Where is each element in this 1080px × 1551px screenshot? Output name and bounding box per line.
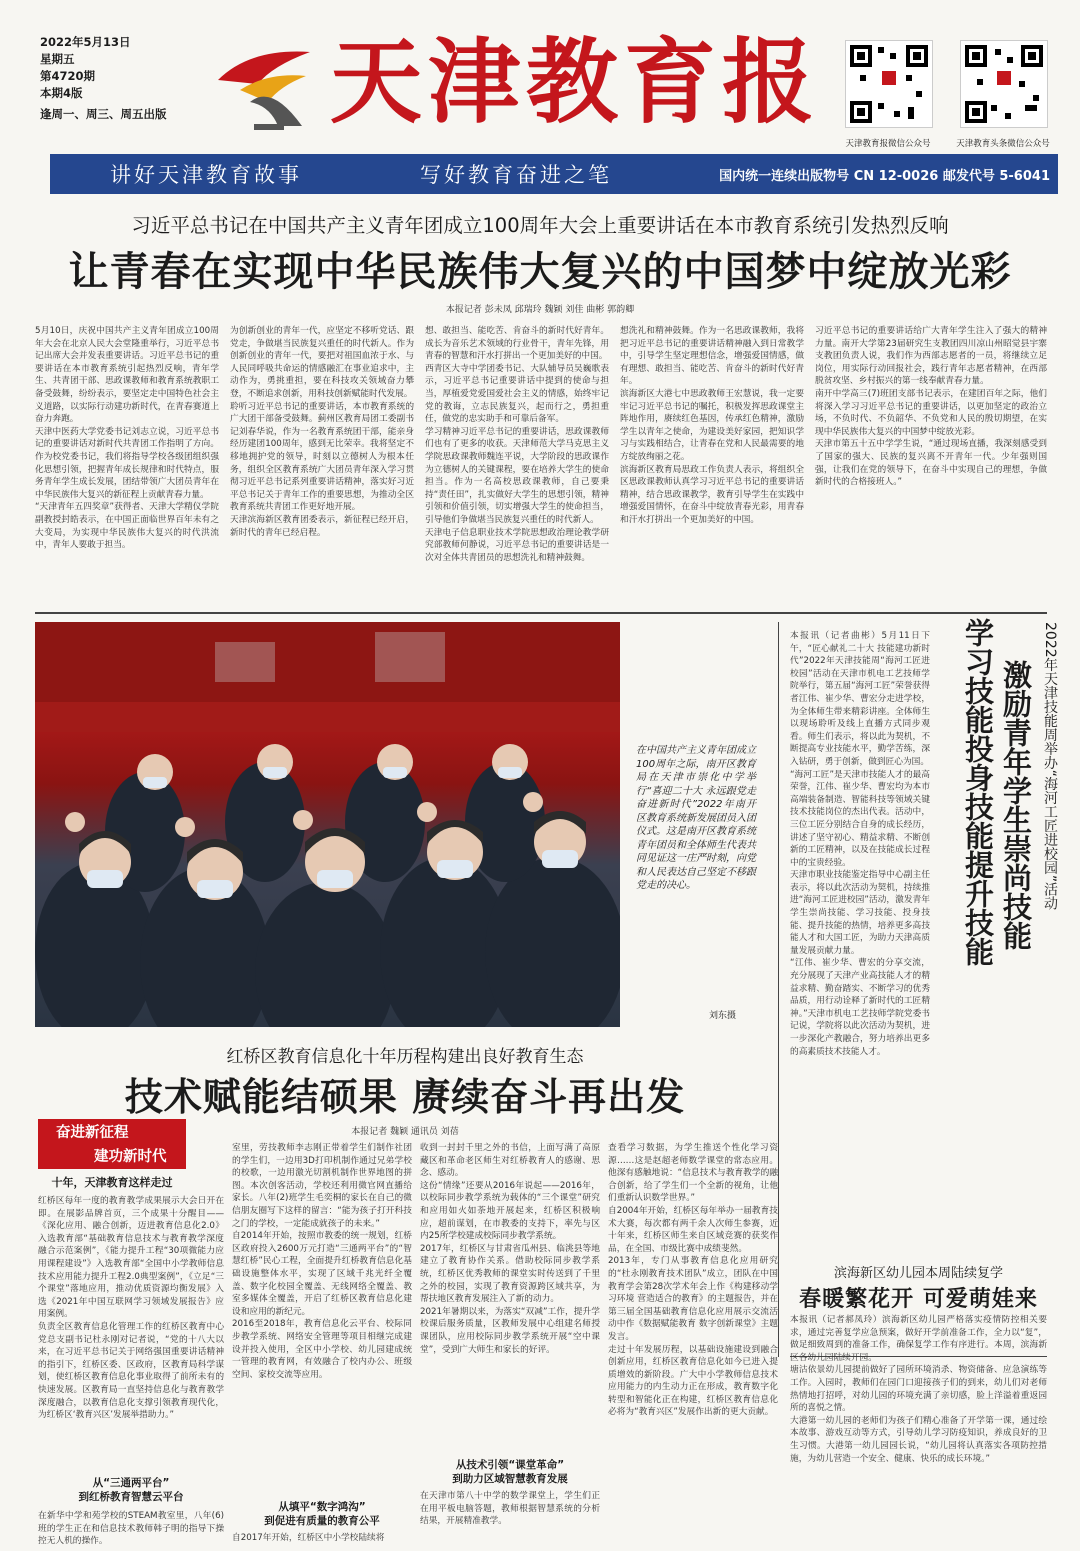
series-name: 十年，天津教育这样走过 [51,1176,173,1189]
second-subhead-2: 从填平“数字鸿沟” 到促进有质量的教育公平 [264,1501,380,1527]
slogan-bar [50,154,1058,194]
qr-caption: 天津教育头条微信公众号 [956,139,1050,149]
kindergarten-kicker: 滨海新区幼儿园本周陆续复学 [833,1266,1003,1281]
second-column-4: 查看学习数据，为学生推送个性化学习资源……这是赵超老师数学课堂的常态应用。他深有感触地说：“信息技术与教育教学的融合创新，给了学生们一个全新的视角，让他们重新认识数学世界。” 自2004年开始，红桥区每年举办一届教育技术大赛，每次都有两千余人次师生参赛，近十年来，红桥区师生来自区域竞赛的获奖作品，在全国、市级比赛中成绩斐然。 2013年，专门从事教育信息化应用研究的“杜永刚教育技术团队”成立，团队在中国教育学会第28次学术年会上作《构建移动学习环境 营造适合的教育》的主题报告，并在第三届全国基础教育信息化应用展示交流活动中作《数据赋能教育 数字创新课堂》主题发言。 走过十年发展历程，以基础设施建设到融合创新应用，红桥区教育信息化如今已进入提质增效的新阶段。广大中小学教师信息技术应用能力的内生动力正在形成，教育数字化转型和智能化正在构建，红桥区教育信息化必将为“教育兴区”发展作出新的更大贡献。 [608,1143,778,1418]
issn-number: 国内统一连续出版物号 CN 12-0026 邮发代号 5-6041 [719,169,1050,184]
section-divider [35,612,1047,614]
second-column-3: 收到一封封千里之外的书信，上面写满了高原藏区和革命老区师生对红桥教育人的感谢、思念、感动。 这份“情缘”还要从2016年说起——2016年，以校际同步教学系统为载体的“三个课堂”研究和应用如火如荼地开展起来，红桥区积极响应，超前谋划，在市教委的支持下，率先与区内25所学校建成校际同步教学系统。 2017年，红桥区与甘肃省瓜州县、临洮县等地建立了教育协作关系。借助校际同步教学系统，红桥区优秀教师的课堂实时传送到了千里之外的校园，实现了教育资源跨区域共享，为帮扶地区教育发展注入了新的动力。 2021年暑期以来，为落实“双减”工作，提升学校课后服务质量，区教师发展中心组建名师授课团队，应用校际同步教学系统开展“空中课堂”，受到广大师生和家长的好评。 [420,1143,600,1355]
series-tag-line-2: 建功新时代 [94,1149,167,1165]
lead-column-4: 想洗礼和精神鼓舞。作为一名思政课教师，我将把习近平总书记的重要讲话精神融入到日常教学中，引导学生坚定理想信念，增强爱国情感，做有理想、敢担当、能吃苦、肯奋斗的新时代好青年。 滨海新区大港七中思政教师王宏慧说，我一定要牢记习近平总书记的嘱托，积极发挥思政课堂主阵地作用，赓续红色基因，传承红色精神，激励学生以青年之使命，为建设美好家园，把知识学习与实践相结合，让青春在党和人民最需要的地方绽放绚丽之花。 滨海新区教育局思政工作负责人表示，将组织全区思政课教师认真学习习近平总书记的重要讲话精神，结合思政课教学，教育引导学生在实践中增强爱国情怀，在奋斗中绽放青春光彩，用青春和汗水打拼出一个更加美好的中国。 [620,326,804,525]
series-tag [38,1119,186,1169]
skills-story-headline-1: 激励青年学生崇尚技能 [999,660,1033,950]
skills-story-kicker: 2022年天津技能周举办“海河工匠进校园”活动 [1042,622,1058,911]
issue-date: 2022年5月13日 [40,35,131,49]
lead-column-3: 想、敢担当、能吃苦、肯奋斗的新时代好青年。成长为音乐艺术领域的行业骨干，青年先锋，用青春的智慧和汗水打拼出一个更加美好的中国。 西青区大寺中学团委书记、大队辅导员吴巍歌表示，习近平总书记重要讲话中提到的使命与担当，厚植爱党爱国爱社会主义的情感，始终牢记党的教诲，立志民族复兴，起而行之，勇担重任，做党的忠实助手和可靠后备军。 学习精神习近平总书记的重要讲话，思政课教师们也有了更多的收获。天津师范大学马克思主义学院思政课教师魏连平说，大学阶段的思政课作为立德树人的关键课程，要在培养大学生的使命担当。作为一名高校思政课教师，自己要秉持“责任田”，扎实做好大学生的思想引领，精神引领和价值引领，切实增强大学生的使命担当，引导他们争做堪当民族复兴重任的时代新人。 天津电子信息职业技术学院思想政治理论教学研究部教师何静说，习近平总书记的重要讲话是一次对全体共青团员的思想洗礼和精神鼓舞。 [425,326,609,563]
lead-column-2: 为创新创业的青年一代，应坚定不移听党话、跟党走，争做堪当民族复兴重任的时代新人。作为创新创业的青年一代，要把对祖国血浓于水、与人民同呼吸共命运的情感融汇在事业追求中，主动作为，勇挑重担，要在科技攻关领域奋力攀登，不断追求创新，用科技创新赋能时代发展。 聆听习近平总书记的重要讲话，本市教育系统的广大团干部备受鼓舞。蓟州区教育局团工委副书记刘春华说，作为一名教育系统团干部，能亲身经历建团100周年，感到无比荣幸。我将坚定不移地拥护党的领导，时刻以立德树人为根本任务，组织全区教育系统广大团员青年深入学习贯彻习近平总书记系列重要讲话精神，落实好习近平总书记关于青年工作的重要思想，为推动全区教育系统共青团工作更好地开展。 天津滨海新区教育团委表示，新征程已经开启，新时代的青年已经启程。 [230,326,414,538]
publish-schedule: 逢周一、周三、周五出版 [40,107,167,121]
lead-kicker: 习近平总书记在中国共产主义青年团成立100周年大会上重要讲话在本市教育系统引发热烈反响 [131,214,949,237]
skills-story-body: 本报讯（记者曲彬）5月11日下午，“匠心献礼二十大 技能建功新时代”2022年天津技能周“海河工匠进校园”活动在天津市机电工艺技师学院举行，第五届“海河工匠”荣誉获得者江伟、崔少华、曹宏分走进学校，为全体师生带来精彩讲座。全体师生以现场聆听及线上直播方式同步观看。师生们表示，将以此为契机，不断提高专业技能水平，勤学苦练，深入钻研，勇于创新，做到匠心为国。 “海河工匠”是天津市技能人才的最高荣誉，江伟、崔少华、曹宏均为本市高端装备制造、智能科技等领域关键技术技能岗位的杰出代表。活动中，三位工匠分别结合自身的成长经历，讲述了坚守初心、精益求精、不断创新的工匠精神，以及在技能成长过程中的宝贵经验。 天津市职业技能鉴定指导中心副主任表示，将以此次活动为契机，持续推进“海河工匠进校园”活动，激发青年学生崇尚技能、学习技能、投身技能、提升技能的热情，培养更多高技能人才和大国工匠，为助力天津高质量发展贡献力量。 “江伟、崔少华、曹宏的分享交流，充分展现了天津产业高技能人才的精益求精、勤奋踏实、不断学习的优秀品质，用行动诠释了新时代的工匠精神。”天津市机电工艺技师学院党委书记说，学院将以此次活动为契机，进一步深化产教融合，努力培养出更多的高素质技术技能人才。 [790,631,930,1057]
second-column-2-tail: 自2017年开始，红桥区中小学校陆续将 [232,1533,385,1543]
slogan-right: 写好教育奋进之笔 [420,163,612,187]
edition-info [40,34,170,123]
lead-byline: 本报记者 彭未凤 邱瑞玲 魏颖 刘佳 曲彬 郭韵卿 [445,305,635,315]
lead-column-5: 习近平总书记的重要讲话给广大青年学生注入了强大的精神力量。南开大学第23届研究生支教团四川凉山州昭觉县宇寨支教团负责人说，我们作为西部志愿者的一员，将继续立足岗位，用实际行动回报社会，践行青年志愿者精神，在西部脱贫攻坚、乡村振兴的第一线奉献青春力量。 南开中学高三(7)班团支部书记表示，在建团百年之际，他们将深入学习习近平总书记的重要讲话，以更加坚定的政治立场，不负时代、不负韶华、不负党和人民的殷切期望，在实现中华民族伟大复兴的中国梦中绽放光彩。 天津市第五十五中学学生说，“通过现场直播，我深刻感受到了国家的强大、民族的复兴离不开青年一代。少年强则国强，让我们在党的领导下，在奋斗中实现自己的理想，争做新时代的合格接班人。” [815,326,1047,488]
second-column-1-tail: 在新华中学和苑学校的STEAM教室里，八年(6)班的学生正在和信息技术教师韩子明的指导下操控无人机的操作。 [38,1511,224,1547]
second-byline: 本报记者 魏颖 通讯员 刘蓓 [351,1127,459,1137]
issue-weekday: 星期五 [40,52,75,66]
photo-credit: 刘东摄 [709,1011,737,1021]
page-count: 本期4版 [40,86,83,100]
kindergarten-headline: 春暖繁花开 可爱萌娃来 [799,1286,1038,1312]
series-tag-line-1: 奋进新征程 [56,1125,129,1141]
slogan-left: 讲好天津教育故事 [110,163,302,187]
second-column-1: 红桥区每年一度的教育教学成果展示大会日开在即。在展影品牌首页，三个成果十分醒目——《深化应用、融合创新，迈进教育信息化2.0》入选教育部“基础教育信息技术与教育教学深度融合示范案例”，《能力提升工程“30项微能力应用课程建设”》入选教育部“全国中小学教师信息技术应用能力提升工程2.0典型案例”，《立足“三个课堂”落地应用，推动优质资源均衡发展》入选《2021年中国互联网学习领域发展报告》应用案例。 负责全区教育信息化管理工作的红桥区教育中心党总支副书记杜永刚对记者说，“党的十八大以来，在习近平总书记关于网络强国重要讲话精神的指引下，红桥区委、区政府，区教育局科学谋划，使红桥区教育信息化事业取得了前所未有的快速发展。区教育局一直坚持信息化与教育教学深度融合，以教育信息化支撑引领教育现代化，为红桥区‘教育兴区’发展举措助力。” [38,1196,224,1421]
newspaper-title: 天津教育报 [330,28,821,136]
photo-caption: 在中国共产主义青年团成立100周年之际，南开区教育局在天津市崇化中学举行“喜迎二十大 永远跟党走 奋进新时代”2022年南开区教育系统新发展团员入团仪式。这是南开区教育系统青年团员和全体师生代表共同见证这一庄严时刻，向党和人民表达自己坚定不移跟党走的决心。 [636,745,756,891]
second-subhead-3: 从技术引领“课堂革命” 到助力区域智慧教育发展 [452,1459,568,1485]
lead-headline: 让青春在实现中华民族伟大复兴的中国梦中绽放光彩 [68,248,1012,295]
kindergarten-body: 本报讯（记者郝凤玲）滨海新区幼儿园严格落实疫情防控相关要求，通过完善复学应急预案，做好开学前准备工作，全力以“复”，做足细致周到的准备工作，确保复学工作有序进行。本周，滨海新区各幼儿园陆续开园。 塘沽依景幼儿园提前做好了园所环境消杀、物资储备、应急演练等工作。入园时，教师们在园门口迎接孩子们的到来，幼儿们对老师热情地打招呼，对幼儿园的环境充满了亲切感，脸上洋溢着重返园所的喜悦之情。 大港第一幼儿园的老师们为孩子们精心准备了开学第一课，通过绘本故事、游戏互动等方式，引导幼儿学习防疫知识，养成良好的卫生习惯。大港第一幼儿园园长说，“幼儿园将认真落实各项防控措施，为幼儿营造一个安全、健康、快乐的成长环境。” [790,1315,1047,1464]
qr-code-icon[interactable] [960,40,1048,128]
qr-code-icon[interactable] [845,40,933,128]
column-rule [778,622,779,1357]
second-column-2: 室里，劳技教师李志刚正带着学生们制作社团的学生们，一边用3D打印机制作通过兄弟学校的校歌，一边用激光切割机制作世界地图的拼图。本次创客活动，学校还利用微官网直播给家长。八年(2)班学生毛奕桐的家长在自己的微信朋友圈写下这样的留言：“能为孩子打开科技之门的学校，一定能成就孩子的未来。” 自2014年开始，按照市教委的统一规划，红桥区政府投入2600万元打造“三通两平台”的“智慧红桥”民心工程，全面提升红桥教育信息化基础设施整体水平，实现了区域千兆光纤全覆盖、数字化校园全覆盖、无线网络全覆盖、教室多媒体全覆盖，开启了红桥区教育信息化建设和应用的新纪元。 2016至2018年，教育信息化云平台、校际同步教学系统、网络安全管理等项目相继完成建设并投入使用，全区中小学校、幼儿园建成统一管理的教育网，有效融合了校内办公、班级空间、家校交流等应用。 [232,1143,412,1380]
second-column-3-tail: 在天津市第八十中学的数学课堂上，学生们正在用平板电脑答题，教师根据智慧系统的分析结果，开展精准教学。 [420,1491,600,1527]
second-kicker: 红桥区教育信息化十年历程构建出良好教育生态 [226,1047,584,1067]
second-subhead-1: 从“三通两平台” 到红桥教育智慧云平台 [78,1477,184,1503]
issue-number: 第4720期 [40,69,96,83]
second-headline: 技术赋能结硕果 赓续奋斗再出发 [124,1074,686,1119]
skills-story-headline-2: 学习技能投身技能提升技能 [961,618,995,966]
qr-caption: 天津教育报微信公众号 [845,139,931,149]
newspaper-logo-icon [210,40,320,140]
lead-column-1: 5月10日，庆祝中国共产主义青年团成立100周年大会在北京人民大会堂隆重举行，习近平总书记出席大会并发表重要讲话。习近平总书记的重要讲话在本市教育系统引起热烈反响，青年学生、共青团干部、思政课教师和教育系统教职工备受鼓舞，纷纷表示，要坚定走中国特色社会主义道路，以实际行动建功新时代，在青春赛道上奋力奔跑。 天津中医药大学党委书记刘志立说，习近平总书记的重要讲话对新时代共青团工作指明了方向。作为校党委书记，我们将指导学校各级团组织强化思想引领，把握青年成长规律和时代特点，服务青年学生成长发展，团结带领广大团员青年在中华民族伟大复兴的新征程上贡献青春力量。 “天津青年五四奖章”获得者、天津大学精仪学院副教授封皓表示，在中国正面临世界百年未有之大变局，为实现中华民族伟大复兴的时代洪流中，青年人要敢于担当。 [35,326,219,551]
news-photo[interactable] [35,622,620,1027]
